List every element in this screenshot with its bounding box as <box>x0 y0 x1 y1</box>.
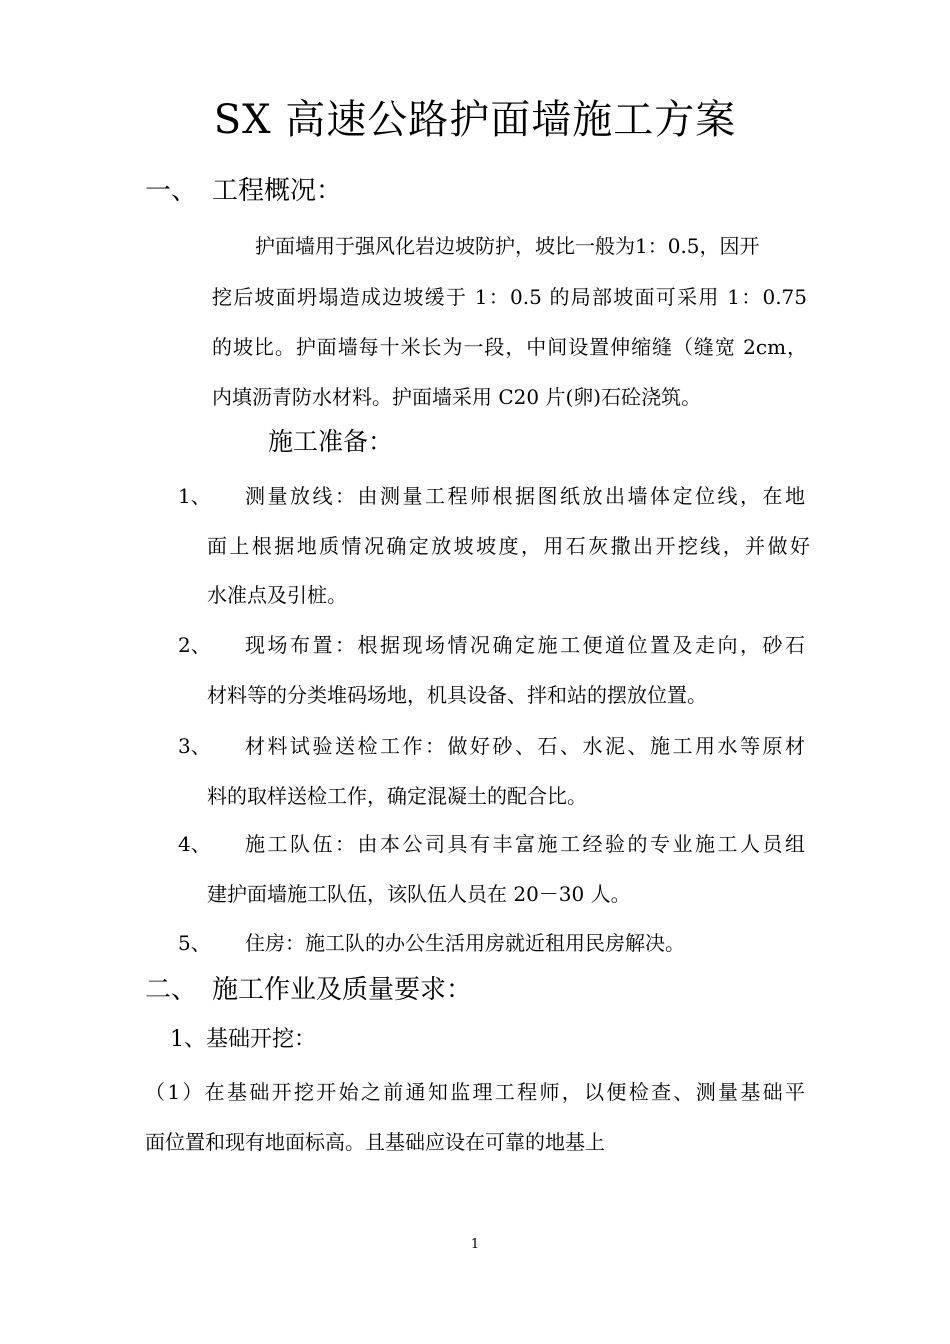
section-heading-overview <box>145 173 342 209</box>
prep-item-line: 材料试验送检工作：做好砂、石、水泥、施工用水等原材 <box>245 734 805 758</box>
prep-item-number: 4、 <box>178 832 211 856</box>
prep-item-line: 面上根据地质情况确定放坡坡度，用石灰撒出开挖线，并做好 <box>207 534 810 558</box>
prep-item-line: 水准点及引桩。 <box>207 583 347 607</box>
prep-heading: 施工准备： <box>268 427 394 456</box>
overview-line: 内填沥青防水材料。护面墙采用 C20 片(卵)石砼浇筑。 <box>212 385 702 409</box>
section-title: 施工作业及质量要求： <box>212 975 473 1005</box>
prep-item-line: 现场布置：根据现场情况确定施工便道位置及走向，砂石 <box>245 633 805 657</box>
prep-item-line: 测量放线：由测量工程师根据图纸放出墙体定位线，在地 <box>245 484 805 508</box>
section-title: 工程概况： <box>212 176 343 206</box>
subsection-heading: 1、基础开挖： <box>170 1027 316 1052</box>
document-title: SX 高速公路护面墙施工方案 <box>213 97 737 143</box>
page-number: 1 <box>470 1237 480 1252</box>
overview-line: 护面墙用于强风化岩边坡防护，坡比一般为1：0.5，因开 <box>255 234 760 258</box>
overview-line: 的坡比。护面墙每十米长为一段，中间设置伸缩缝（缝宽 2cm， <box>212 335 807 359</box>
section-heading-requirements <box>145 972 472 1008</box>
section-number: 一、 <box>145 176 198 206</box>
paragraph-line: 面位置和现有地面标高。且基础应设在可靠的地基上 <box>145 1130 605 1154</box>
prep-item-number: 3、 <box>178 734 211 758</box>
overview-line: 挖后坡面坍塌造成边坡缓于 1：0.5 的局部坡面可采用 1：0.75 <box>212 285 807 309</box>
prep-item-number: 2、 <box>178 633 211 657</box>
prep-item-line: 施工队伍：由本公司具有丰富施工经验的专业施工人员组 <box>245 832 805 856</box>
prep-item-line: 料的取样送检工作，确定混凝土的配合比。 <box>207 784 587 808</box>
prep-item-line: 材料等的分类堆码场地，机具设备、拌和站的摆放位置。 <box>207 683 707 707</box>
prep-item-number: 1、 <box>178 484 211 508</box>
prep-item-line: 建护面墙施工队伍，该队伍人员在 20－30 人。 <box>207 882 631 906</box>
section-number: 二、 <box>145 975 198 1005</box>
paragraph-line: （1）在基础开挖开始之前通知监理工程师，以便检查、测量基础平 <box>145 1080 805 1104</box>
prep-item-line: 住房：施工队的办公生活用房就近租用民房解决。 <box>245 931 685 955</box>
prep-item-number: 5、 <box>178 931 211 955</box>
